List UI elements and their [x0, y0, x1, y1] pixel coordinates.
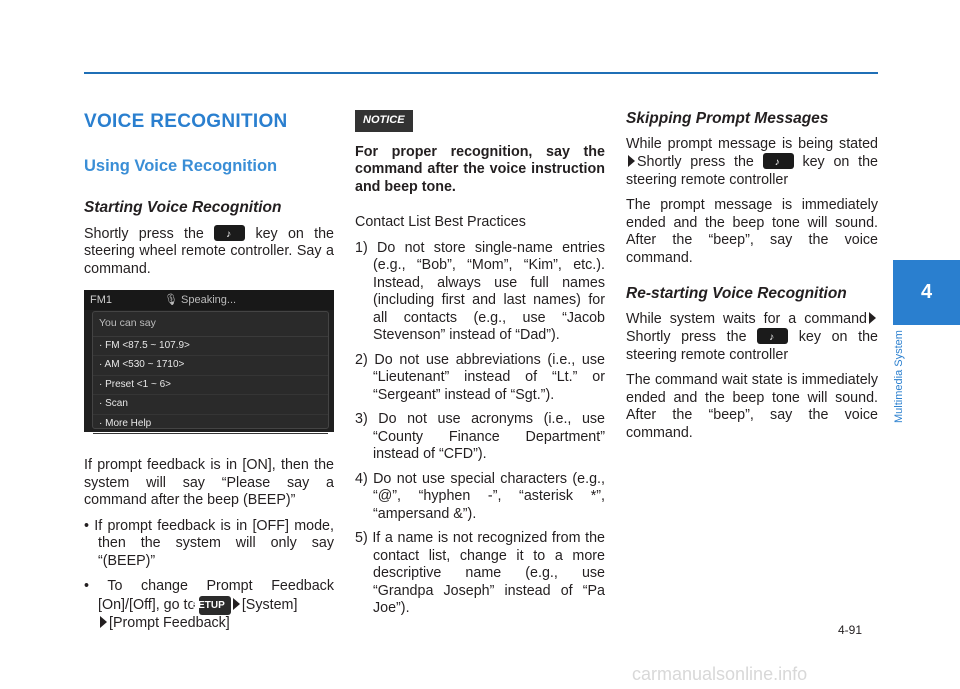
restarting-text-a: While system waits for a command [626, 310, 867, 327]
bullet-item: • To change Prompt Feedback [On]/[Off], go to SETUP [System] [Prompt Feedback] [84, 578, 334, 631]
screen-item: · Scan [93, 395, 328, 415]
list-title: Contact List Best Practices [355, 214, 526, 230]
starting-heading: Starting Voice Recognition [84, 199, 282, 216]
starting-text-b: key on the steering wheel remote controller. Say a command. [84, 225, 334, 277]
restarting-text-b: Shortly press the [626, 329, 747, 345]
screen-item: · FM <87.5 ~ 107.9> [93, 337, 328, 357]
bullet-text: [Prompt Feedback] [109, 615, 230, 631]
notice-bold: For proper recognition, say the command after the voice instruction and beep tone. [355, 143, 605, 195]
list-item: 5) If a name is not recognized from the contact list, change it to a more descriptive name (e.g., use “Grandpa Joseph” instead of “Pa Joe”). [355, 530, 605, 616]
chapter-tab: 4 [893, 260, 960, 325]
watermark: carmanualsonline.info [632, 664, 808, 684]
column-middle [355, 110, 605, 625]
screen-status: 🎙 Speaking... [164, 294, 237, 306]
skipping-text-b: Shortly press the [637, 154, 754, 170]
restarting-text-c: key on the steering remote controller [626, 329, 878, 363]
feedback-para: If prompt feedback is in [ON], then the system will say “Please say a command after the beep (BEEP)” [84, 457, 334, 508]
arrow-right-icon [100, 616, 107, 628]
screen-item: · More Help [93, 415, 328, 435]
column-left [84, 110, 334, 641]
bullet-text: If prompt feedback is in [OFF] mode, then the system will only say “(BEEP)” [94, 517, 334, 569]
voice-screen [84, 290, 334, 432]
arrow-right-icon [233, 598, 240, 610]
notice-badge: NOTICE [355, 110, 413, 132]
list-item: 1) Do not store single-name entries (e.g., “Bob”, “Mom”, “Kim”, etc.). Instead, always use full names (including first and last names) for all contacts (e.g., use “Jacob Stevenson” instead of “Dad”). [355, 239, 605, 343]
screen-status-text: Speaking... [181, 294, 237, 306]
restarting-heading: Re-starting Voice Recognition [626, 285, 847, 302]
chapter-label: Multimedia System [893, 330, 905, 423]
column-right [626, 110, 878, 450]
section-title: VOICE RECOGNITION [84, 111, 288, 132]
bullet-item: • If prompt feedback is in [OFF] mode, then the system will only say “(BEEP)” [84, 517, 334, 569]
screen-item: · AM <530 ~ 1710> [93, 356, 328, 376]
restarting-para2: The command wait state is immediately ended and the beep tone will sound. After the “beep”, say the voice command. [626, 372, 878, 441]
header-rule [84, 72, 878, 74]
screen-header: You can say [93, 312, 328, 337]
feedback-bullets [84, 518, 334, 633]
skipping-para2: The prompt message is immediately ended and the beep tone will sound. After the “beep”, say the voice command. [626, 197, 878, 266]
skipping-text-c: key on the steering remote controller [626, 154, 878, 188]
list-item: 2) Do not use abbreviations (i.e., use “Lieutenant” instead of “Lt.” or “Sergeant” instead of “Sgt.”). [355, 351, 605, 403]
screen-item: · Preset <1 ~ 6> [93, 376, 328, 396]
voice-key-icon [757, 328, 788, 344]
setup-key-icon: SETUP [199, 596, 230, 616]
bullet-text: To change Prompt Feedback [On]/[Off], go to [98, 578, 334, 613]
screen-command-list [92, 311, 329, 429]
starting-text-a: Shortly press the [84, 225, 204, 242]
list-item: 4) Do not use special characters (e.g., “@”, “hyphen -”, “asterisk *”, “ampersand &”). [355, 470, 605, 522]
page-number: 4-91 [838, 623, 863, 637]
voice-key-icon [214, 225, 245, 241]
subsection-title: Using Voice Recognition [84, 156, 278, 175]
skipping-heading: Skipping Prompt Messages [626, 110, 829, 127]
restarting-para1 [626, 311, 878, 365]
skipping-para1 [626, 136, 878, 190]
screen-station: FM1 [90, 294, 112, 306]
voice-key-icon [763, 153, 794, 169]
bullet-text: [System] [241, 596, 298, 613]
list-item: 3) Do not use acronyms (i.e., use “County Finance Department” instead of “CFD”). [355, 411, 605, 462]
numbered-list [355, 240, 605, 618]
screen-topbar [84, 290, 334, 310]
skipping-text-a: While prompt message is being stated [626, 135, 878, 152]
starting-para [84, 225, 334, 279]
arrow-right-icon [869, 312, 876, 324]
arrow-right-icon [628, 155, 635, 167]
